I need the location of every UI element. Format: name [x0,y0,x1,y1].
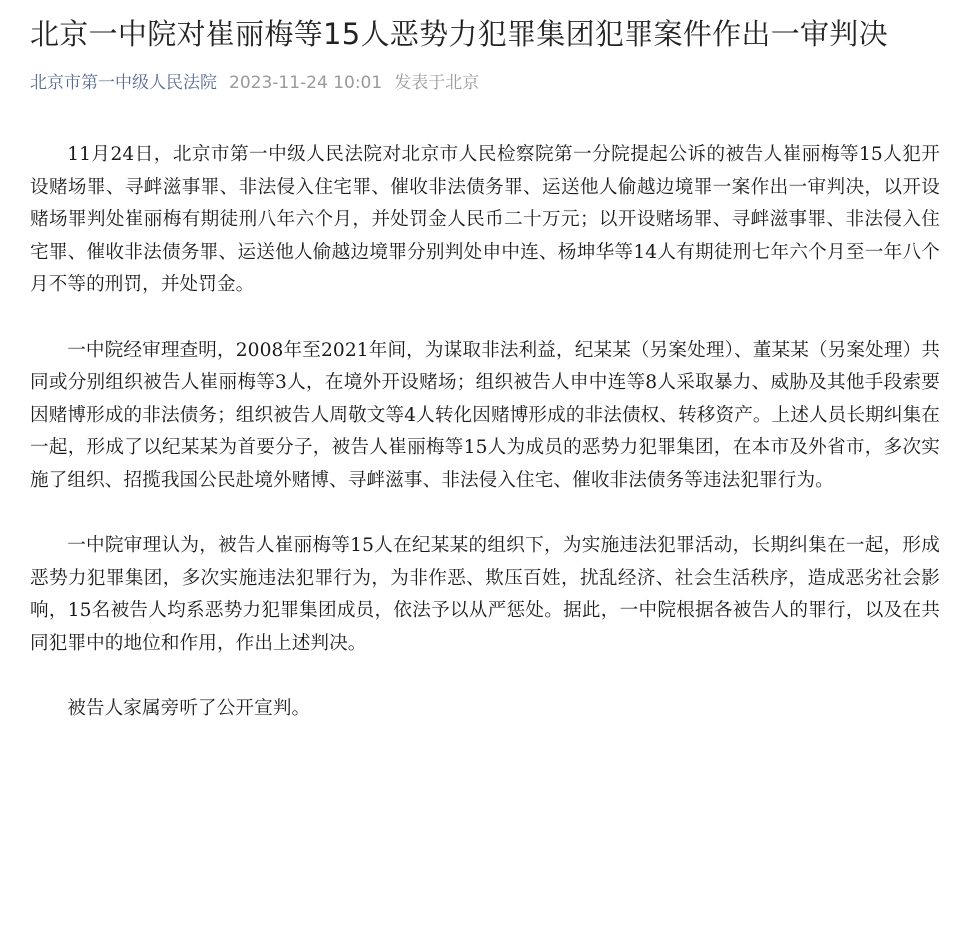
publish-time: 2023-11-24 10:01 [229,73,383,93]
paragraph-3: 一中院审理认为，被告人崔丽梅等15人在纪某某的组织下，为实施违法犯罪活动，长期纠集在一起，形成恶势力犯罪集团，多次实施违法犯罪行为，为非作恶、欺压百姓，扰乱经济、社会生活秩序，造成恶劣社会影响，15名被告人均系恶势力犯罪集团成员，依法予以从严惩处。据此，一中院根据各被告人的罪行，以及在共同犯罪中的地位和作用，作出上述判决。 [30,535,940,654]
source-link[interactable]: 北京市第一中级人民法院 [30,73,217,93]
paragraph-1: 11月24日，北京市第一中级人民法院对北京市人民检察院第一分院提起公诉的被告人崔丽梅等15人犯开设赌场罪、寻衅滋事罪、非法侵入住宅罪、催收非法债务罪、运送他人偷越边境罪一案作出一审判决，以开设赌场罪判处崔丽梅有期徒刑八年六个月，并处罚金人民币二十万元；以开设赌场罪、寻衅滋事罪、非法侵入住宅罪、催收非法债务罪、运送他人偷越边境罪分别判处申中连、杨坤华等14人有期徒刑七年六个月至一年八个月不等的刑罚，并处罚金。 [30,144,940,296]
publish-location: 发表于北京 [394,73,480,93]
article [30,0,940,726]
paragraph-4: 被告人家属旁听了公开宣判。 [67,698,311,720]
paragraph-2: 一中院经审理查明，2008年至2021年间，为谋取非法利益，纪某某（另案处理）、董某某（另案处理）共同或分别组织被告人崔丽梅等3人，在境外开设赌场；组织被告人申中连等8人采取暴力、威胁及其他手段索要因赌博形成的非法债务；组织被告人周敬文等4人转化因赌博形成的非法债权、转移资产。上述人员长期纠集在一起，形成了以纪某某为首要分子，被告人崔丽梅等15人为成员的恶势力犯罪集团，在本市及外省市，多次实施了组织、招揽我国公民赴境外赌博、寻衅滋事、非法侵入住宅、催收非法债务等违法犯罪行为。 [30,339,940,491]
article-title: 北京一中院对崔丽梅等15人恶势力犯罪集团犯罪案件作出一审判决 [30,17,888,51]
article-body [30,139,940,726]
article-meta [30,69,940,97]
